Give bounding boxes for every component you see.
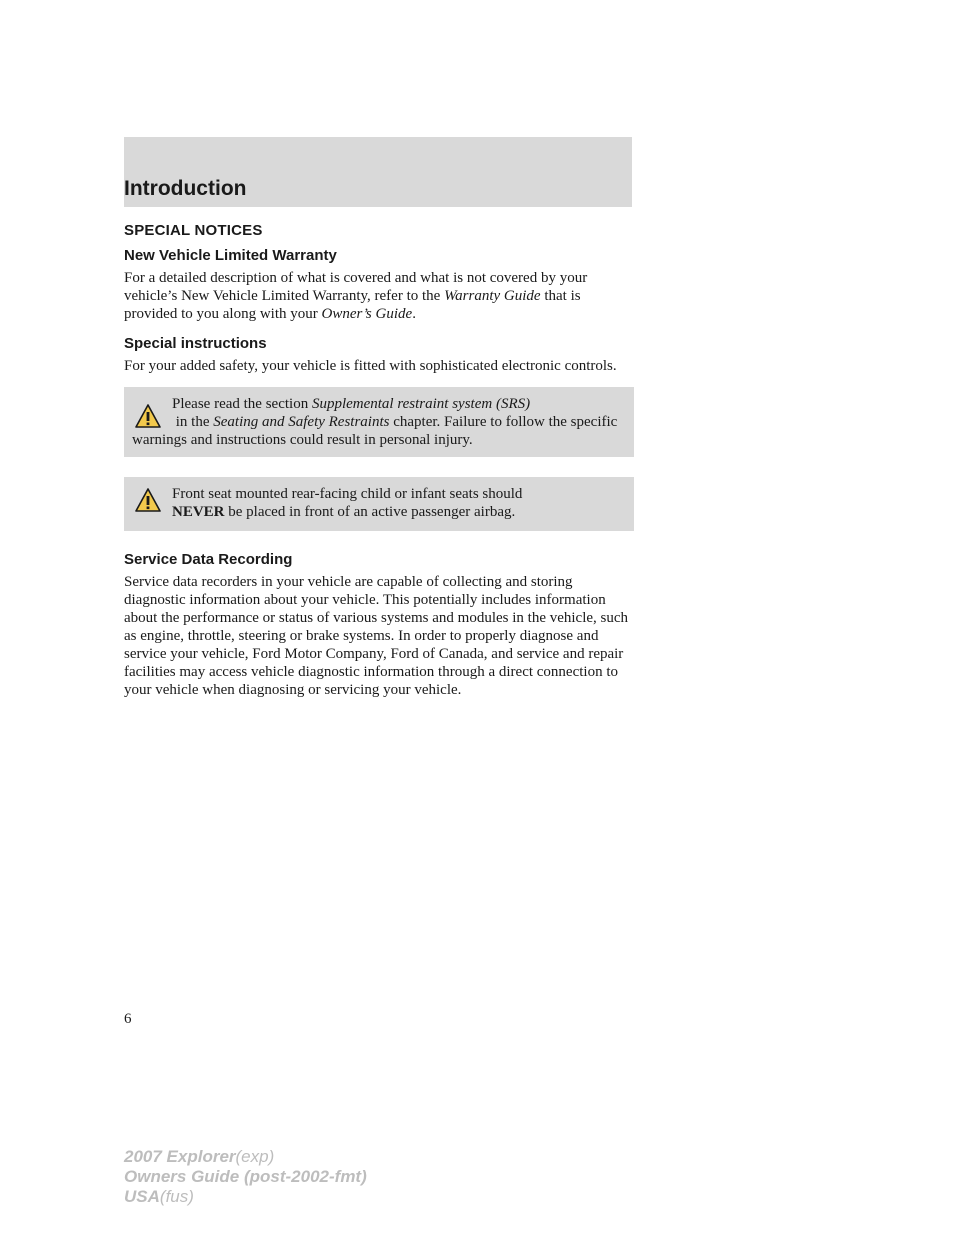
footer-market-code: (fus) [159, 1187, 194, 1206]
service-data-paragraph: Service data recorders in your vehicle are capable of collecting and storing diagnostic information about your vehicle. This potentially includes information about the performance or status of various systems and modules in the vehicle, such as engine, throttle, steering or brake systems. In order to properly diagnose and service your vehicle, Ford Motor Company, Ford of Canada, and service and repair facilities may access vehicle diagnostic information through a direct connection to your vehicle when diagnosing or servicing your vehicle. [124, 574, 629, 698]
footer-model: 2007 Explorer [124, 1147, 236, 1166]
airbag-warning-text-1: Front seat mounted rear-facing child or infant seats should [172, 486, 523, 502]
airbag-warning-text-2: be placed in front of an active passenger airbag. [224, 504, 516, 520]
srs-warning-text-1: Please read the section [172, 396, 312, 412]
srs-warning-box [124, 387, 634, 457]
footer-market: USA [124, 1187, 160, 1206]
warning-triangle-icon [134, 403, 162, 429]
warranty-guide-ref: Warranty Guide [444, 288, 541, 304]
footer-guide-format: Owners Guide (post-2002-fmt) [124, 1167, 367, 1186]
chapter-header-bar [124, 137, 632, 207]
airbag-warning-box [124, 477, 634, 531]
document-footer [124, 1147, 367, 1207]
warranty-paragraph [124, 269, 634, 323]
page-content [124, 222, 634, 711]
warranty-text-b: that is provided to you along with your [124, 288, 581, 322]
service-data-heading: Service Data Recording [124, 551, 293, 568]
special-instructions-heading: Special instructions [124, 335, 267, 352]
srs-section-ref: Supplemental restraint system (SRS) [311, 396, 531, 412]
footer-model-code: (exp) [235, 1147, 275, 1166]
never-emphasis: NEVER [172, 504, 225, 520]
srs-warning-text-3: chapter. Failure to follow the specific warnings and instructions could result in personal injury. [132, 414, 618, 448]
special-instructions-paragraph: For your added safety, your vehicle is fitted with sophisticated electronic controls. [124, 358, 617, 374]
chapter-title: Introduction [124, 177, 247, 200]
seating-chapter-ref: Seating and Safety Restraints [213, 414, 390, 430]
warning-triangle-icon [134, 487, 162, 513]
owners-guide-ref: Owner’s Guide [321, 306, 413, 322]
section-title: SPECIAL NOTICES [124, 222, 263, 239]
warranty-text-c: . [412, 306, 416, 322]
srs-warning-text-2: in the [172, 414, 214, 430]
warranty-text-a: For a detailed description of what is covered and what is not covered by your vehicle’s New Vehicle Limited Warranty, refer to the [124, 270, 588, 304]
page-number: 6 [124, 1011, 132, 1027]
warranty-heading: New Vehicle Limited Warranty [124, 247, 337, 264]
